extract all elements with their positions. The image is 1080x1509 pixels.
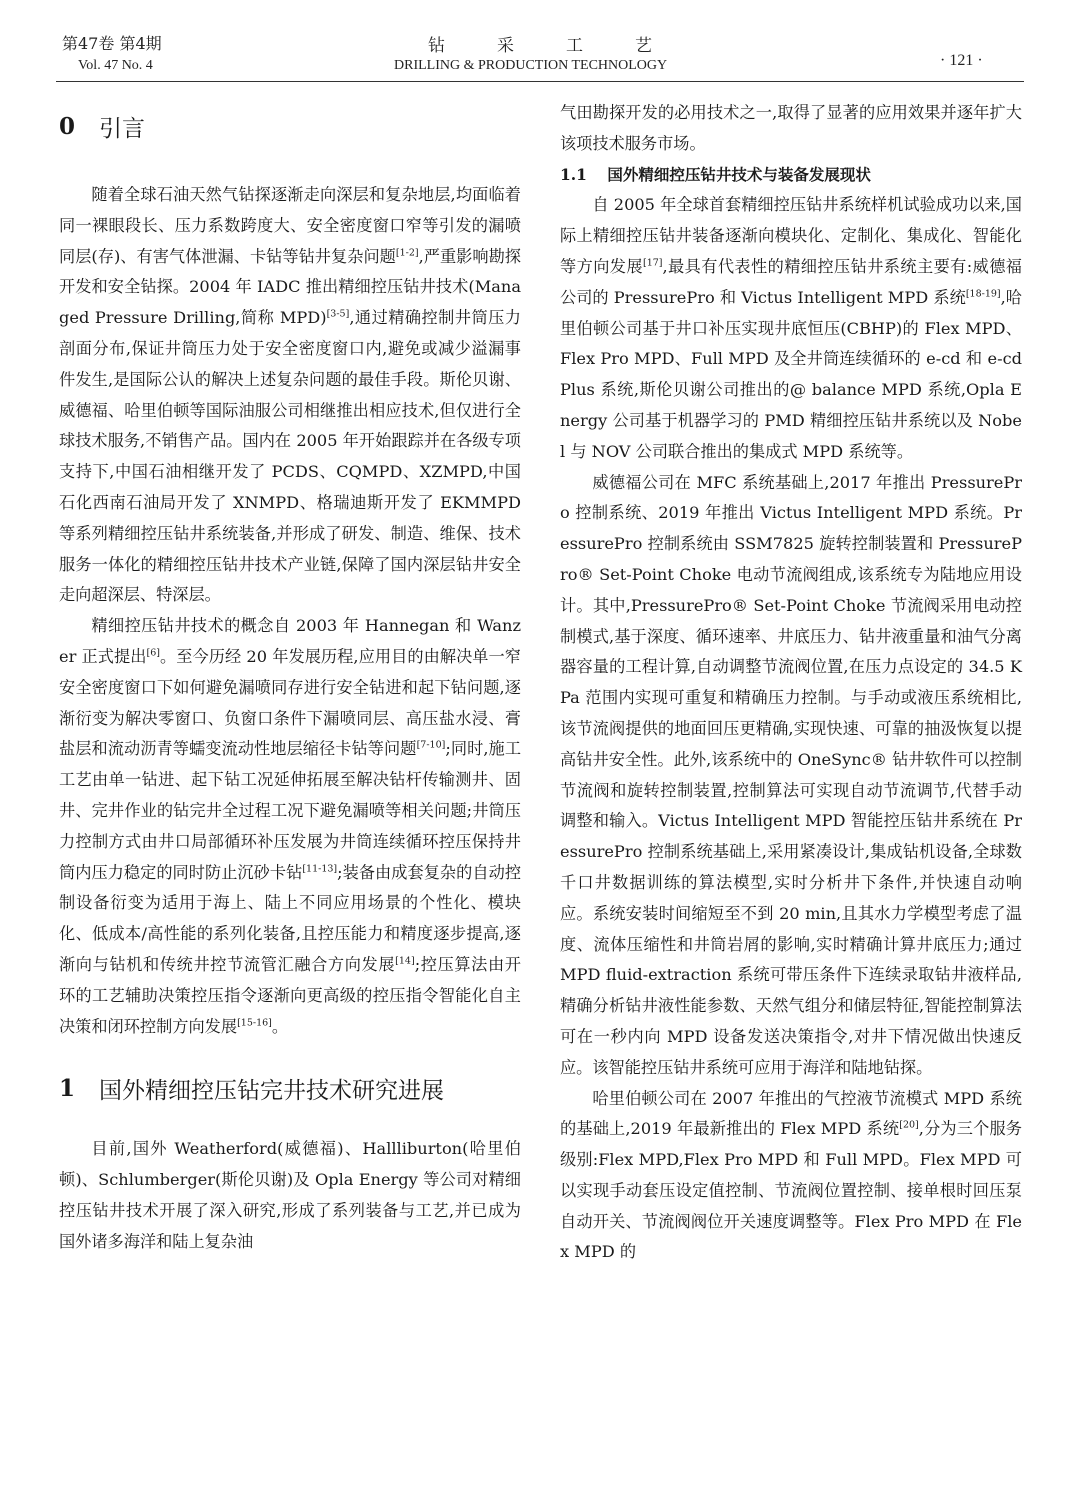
paragraph <box>59 1134 521 1257</box>
subsection-heading-1-1 <box>560 160 1022 191</box>
citation: [15-16] <box>237 1016 272 1028</box>
paragraph <box>560 190 1022 467</box>
volume-issue-en: Vol. 47 No. 4 <box>78 58 153 73</box>
paragraph-text: 自 2005 年全球首套精细控压钻井系统样机试验成功以来,国际上精细控压钻井装备逐渐向模块化、定制化、集成化、智能化等方向发展 <box>560 195 1022 276</box>
volume-issue-cn: 第47卷 第4期 <box>62 34 162 53</box>
paragraph <box>560 468 1022 1084</box>
paragraph-text: 哈里伯顿公司在 2007 年推出的气控液节流模式 MPD 系统的基础上,2019 年最新推出的 Flex MPD 系统 <box>560 1088 1022 1139</box>
paragraph-text: 目前,国外 Weatherford(威德福)、Hallliburton(哈里伯顿)、Schlumberger(斯伦贝谢)及 Opla Energy 等公司对精细控压钻井技术开展了深入研究,形成了系列装备与工艺,并已成为国外诸多海洋和陆上复杂油 <box>59 1139 521 1251</box>
citation: [6] <box>146 647 160 659</box>
paragraph-text: ,严重影响勘探开发和安全钻探。2004 年 IADC 推出精细控压钻井技术(Managed Pressure Drilling,简称 MPD) <box>59 246 521 328</box>
subsection-title: 国外精细控压钻井技术与装备发展现状 <box>607 165 871 184</box>
section-number: 0 <box>59 112 76 140</box>
section-title: 引言 <box>99 115 145 142</box>
paragraph-text: ,分为三个服务级别:Flex MPD,Flex Pro MPD 和 Full MPD。Flex MPD 可以实现手动套压设定值控制、节流阀位置控制、接单根时回压泵自动开关、节流阀阀位开关速度调整等。Flex Pro MPD 在 Flex MPD 的 <box>560 1119 1022 1262</box>
paragraph-text: ;装备由成套复杂的自动控制设备衍变为适用于海上、陆上不同应用场景的个性化、模块化、低成本/高性能的系列化装备,且控压能力和精度逐步提高,逐渐向与钻机和传统井控节流管汇融合方向发展 <box>59 862 522 974</box>
citation: [3-5] <box>326 308 350 320</box>
left-column <box>59 98 521 1258</box>
paragraph-text: 。至今历经 20 年发展历程,应用目的由解决单一窄安全密度窗口下如何避免漏喷同存进行安全钻进和起下钻问题,逐渐衍变为解决零窗口、负窗口条件下漏喷同层、高压盐水浸、膏盐层和流动沥青等蠕变流动性地层缩径卡钻等问题 <box>59 646 521 759</box>
section-heading-1 <box>59 1068 521 1108</box>
paragraph <box>560 1084 1022 1269</box>
paragraph <box>59 611 521 1042</box>
paragraph-text: 随着全球石油天然气钻探逐渐走向深层和复杂地层,均面临着同一裸眼段长、压力系数跨度大、安全密度窗口窄等引发的漏喷同层(存)、有害气体泄漏、卡钻等钻井复杂问题 <box>59 185 521 266</box>
paragraph-text: 气田勘探开发的必用技术之一,取得了显著的应用效果并逐年扩大该项技术服务市场。 <box>560 103 1022 153</box>
citation: [20] <box>899 1119 919 1131</box>
citation: [1-2] <box>395 246 419 258</box>
paragraph-text: ,最具有代表性的精细控压钻井系统主要有:威德福公司的 PressurePro 和 Victus Intelligent MPD 系统 <box>560 256 1022 307</box>
header-rule <box>56 81 1024 82</box>
section-heading-introduction <box>59 106 521 146</box>
paragraph-text: 威德福公司在 MFC 系统基础上,2017 年推出 PressurePro 控制系统、2019 年推出 Victus Intelligent MPD 系统。PressurePro 控制系统由 SSM7825 旋转控制装置和 PressurePro® Set-Point Choke 电动节流阀组成,该系统专为陆地应用设计。其中,PressurePro® Set-Point Choke 节流阀采用电动控制模式,基于深度、循环速率、井底压力、钻井液重量和油气分离器容量的工程计算,自动调整节流阀位置,在压力点设定的 34.5 KPa 范围内实现可重复和精确压力控制。与手动或液压系统相比,该节流阀提供的地面回压更精确,实现快速、可靠的抽汲恢复以提高钻井安全性。此外,该系统中的 OneSync® 钻井软件可以控制节流阀和旋转控制装置,控制算法可实现自动节流调节,代替手动调整和输入。Victus Intelligent MPD 智能控压钻井系统在 PressurePro 控制系统基础上,采用紧凑设计,集成钻机设备,全球数千口井数据训练的算法模型,实时分析井下条件,并快速自动响应。系统安装时间缩短至不到 20 min,且其水力学模型考虑了温度、流体压缩性和井筒岩屑的影响,实时精确计算井底压力;通过 MPD fluid-extraction 系统可带压条件下连续录取钻井液样品,精确分析钻井液性能参数、天然气组分和储层特征,智能控制算法可在一秒内向 MPD 设备发送决策指令,对井下情况做出快速反应。该智能控压钻井系统可应用于海洋和陆地钻探。 <box>560 472 1022 1077</box>
journal-title-en: DRILLING & PRODUCTION TECHNOLOGY <box>394 58 668 73</box>
paragraph-text: 。 <box>271 1016 289 1036</box>
citation: [17] <box>642 257 663 269</box>
paragraph-text: ;控压算法由开环的工艺辅助决策控压指令逐渐向更高级的控压指令智能化自主决策和闭环控制方向发展 <box>59 954 521 1036</box>
paragraph-text: ,哈里伯顿公司基于井口补压实现井底恒压(CBHP)的 Flex MPD、Flex Pro MPD、Full MPD 及全井筒连续循环的 e-cd 和 e-cd Plus 系统,斯伦贝谢公司推出的@ balance MPD 系统,Opla Energy 公司基于机器学习的 PMD 精细控压钻井系统以及 Nobel 与 NOV 公司联合推出的集成式 MPD 系统等。 <box>560 287 1022 461</box>
paragraph <box>59 180 521 611</box>
citation: [11-13] <box>302 862 338 874</box>
citation: [18-19] <box>965 288 1001 300</box>
right-column <box>560 98 1022 1268</box>
section-title: 国外精细控压钻完井技术研究进展 <box>99 1077 444 1104</box>
paragraph-text: ,通过精确控制井筒压力剖面分布,保证井筒压力处于安全密度窗口内,避免或减少溢漏事件发生,是国际公认的解决上述复杂问题的最佳手段。斯伦贝谢、威德福、哈里伯顿等国际油服公司相继推出相应技术,但仅进行全球技术服务,不销售产品。国内在 2005 年开始跟踪并在各级专项支持下,中国石油相继开发了 PCDS、CQMPD、XZMPD,中国石化西南石油局开发了 XNMPD、格瑞迪斯开发了 EKMMPD 等系列精细控压钻井系统装备,并形成了研发、制造、维保、技术服务一体化的精细控压钻井技术产业链,保障了国内深层钻井安全走向超深层、特深层。 <box>59 308 521 605</box>
section-number: 1 <box>59 1074 76 1102</box>
journal-title-cn: 钻采工艺 <box>428 36 704 56</box>
citation: [7-10] <box>416 739 446 751</box>
paragraph-text: ;同时,施工工艺由单一钻进、起下钻工况延伸拓展至解决钻杆传输测井、固井、完井作业的钻完井全过程工况下避免漏喷等相关问题;井筒压力控制方式由井口局部循环补压发展为井筒连续循环控压保持井筒内压力稳定的同时防止沉砂卡钻 <box>59 739 522 882</box>
paragraph <box>560 98 1022 160</box>
citation: [14] <box>395 955 415 967</box>
paragraph-text: 精细控压钻井技术的概念自 2003 年 Hannegan 和 Wanzer 正式提出 <box>59 616 521 666</box>
subsection-number: 1.1 <box>560 164 587 184</box>
page-number: · 121 · <box>940 52 983 69</box>
